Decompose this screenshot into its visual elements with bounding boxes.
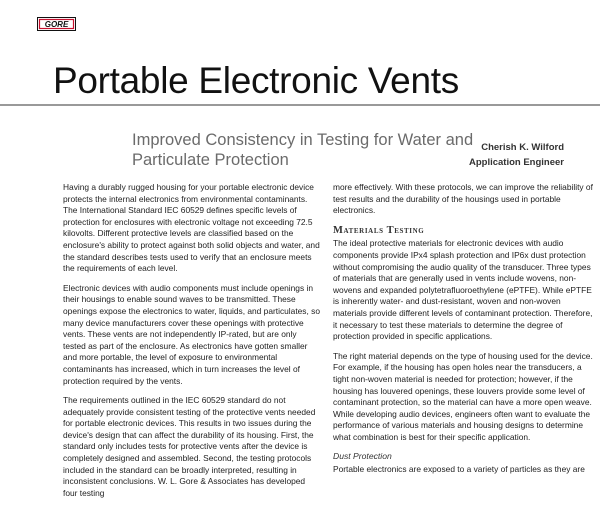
right-column [333,182,593,484]
gore-logo-text: GORE [44,20,69,30]
section-heading-materials-testing: Materials Testing [333,224,425,236]
paragraph: The right material depends on the type of housing used for the device. For example, if the housing has open holes near the transducers, a tight non-woven material is needed for protection; however, if the housing has louvered openings, these louvers provide some level of contaminant protection, so the material can have a more open weave. While developing audio devices, engineers often want to evaluate the performance of various materials and housing designs to determine what combination is best for their specific application. [333,350,593,442]
page-title: Portable Electronic Vents [53,60,459,101]
paragraph: Having a durably rugged housing for your portable electronic device protects the internal electronics from environmental contaminants. The International Standard IEC 60529 defines specific levels of protection for enclosures with electronic voltage not exceeding 72.5 kilovolts. Different protective levels are classified based on the enclosure's ability to protect against both solid objects and water, and the standard describes tests used to verify that an enclosure meets the requirements of each level. [63,182,320,274]
left-column [63,182,320,507]
subsection-heading-dust-protection: Dust Protection [333,451,392,462]
header-rule [0,104,600,106]
article-subtitle: Improved Consistency in Testing for Water and Particulate Protection [132,131,474,169]
gore-logo [37,17,76,31]
paragraph: Portable electronics are exposed to a variety of particles as they are [333,464,585,475]
author-block [469,140,564,170]
paragraph: The ideal protective materials for electronic devices with audio components provide IPx4 splash protection and IP6x dust protection without compromising the audio quality of the transducer. Three types of materials that are generally used in vents include wovens, non-wovens and expanded polytetrafluoroethylene (ePTFE). While ePTFE is inherently water- and dust-resistant, woven and non-woven materials provide different levels of contaminant protection. Therefore, it necessary to test these materials to determine the degree of protection provided in specific applications. [333,238,593,342]
author-name: Cherish K. Wilford [481,142,564,153]
paragraph: The requirements outlined in the IEC 60529 standard do not adequately provide consistent testing of the protective vents needed for portable electronic devices. This results in two issues during the device's design that can affect the durability of its housing. First, the standard only includes tests for protective vents after the device is completely designed and assembled. Second, the testing protocols included in the standard can be broadly interpreted, resulting in inconsistent conclusions. W. L. Gore & Associates has developed four testing [63,395,316,498]
paragraph: more effectively. With these protocols, we can improve the reliability of test results and the durability of the housings used in portable electronics. [333,182,593,216]
paragraph: Electronic devices with audio components must include openings in their housings to enable sound waves to be transmitted. These openings expose the electronics to water, liquids, and particulates, so many device manufacturers cover these openings with protective vents. These vents are not independently IP-rated, but are only tested as part of the enclosure. As electronics have gotten smaller and more portable, the level of exposure to environmental contaminants has increased, which in turn increases the level of protection required by the vents. [63,282,320,386]
author-role: Application Engineer [468,157,564,168]
